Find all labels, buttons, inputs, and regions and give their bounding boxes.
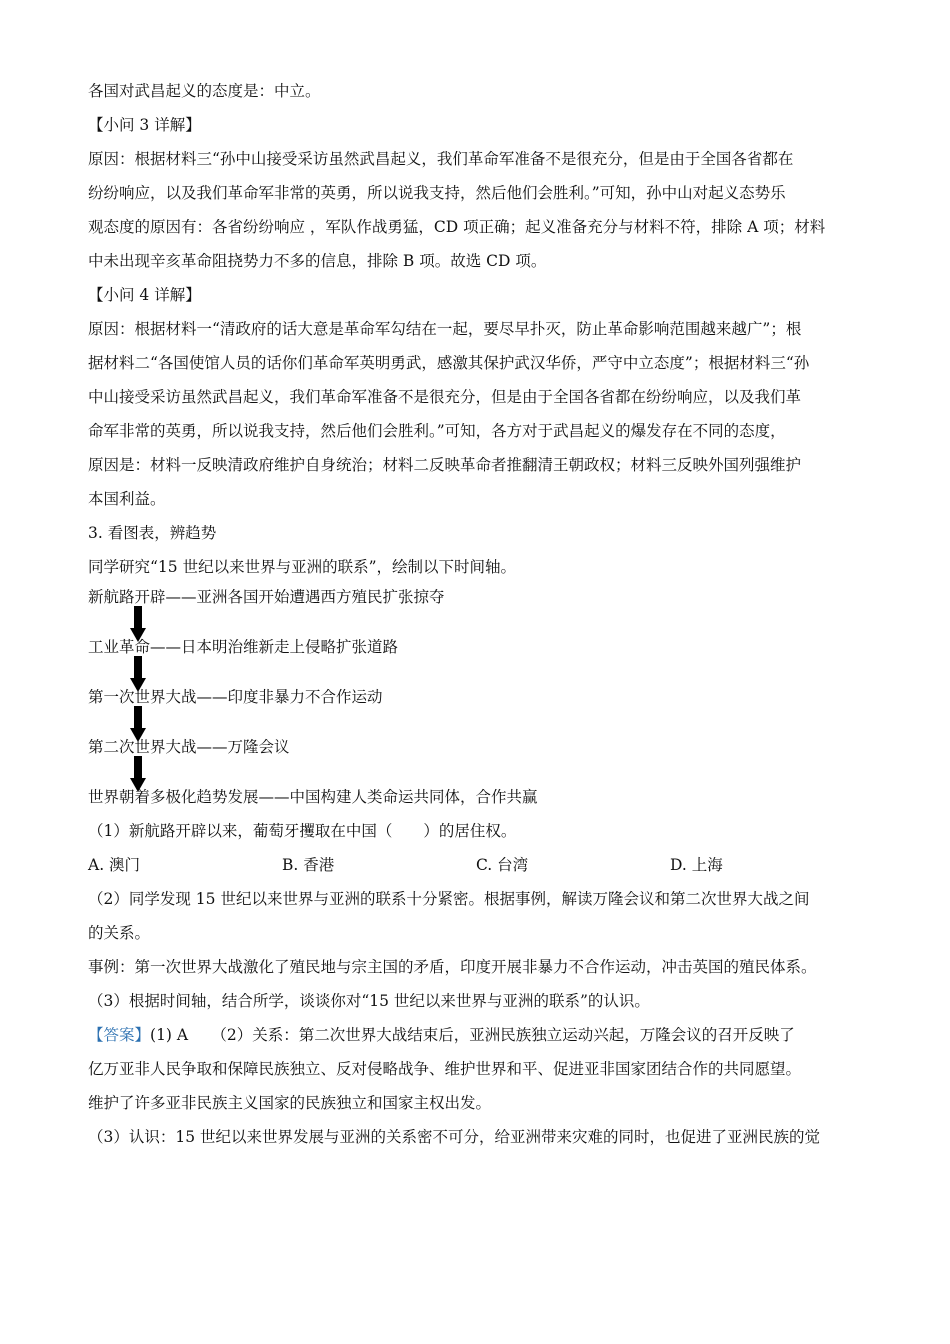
question-title: 3. 看图表，辨趋势 <box>88 524 217 542</box>
text-line: 各国对武昌起义的态度是：中立。 <box>88 82 321 100</box>
text-line: 原因：根据材料一“清政府的话大意是革命军勾结在一起，要尽早扑灭，防止革命影响范围越来越广”；根 <box>88 320 802 338</box>
text-line: 观态度的原因有：各省纷纷响应 ，军队作战勇猛，CD 项正确；起义准备充分与材料不符，排除 A 项；材料 <box>88 218 826 236</box>
text-line: 纷纷响应，以及我们革命军非常的英勇，所以说我支持，然后他们会胜利。”可知，孙中山对起义态势乐 <box>88 184 786 202</box>
question-1: （1）新航路开辟以来，葡萄牙攫取在中国（ ）的居住权。 <box>88 822 517 840</box>
timeline-item <box>88 734 878 784</box>
text-line: 中山接受采访虽然武昌起义，我们革命军准备不是很充分，但是由于全国各省都在纷纷响应，以及我们革 <box>88 388 802 406</box>
answer-line <box>88 1018 878 1052</box>
timeline-item <box>88 634 878 684</box>
answer-text: (1) A （2）关系：第二次世界大战结束后，亚洲民族独立运动兴起，万隆会议的召开反映了 <box>150 1026 795 1044</box>
question-3: （3）根据时间轴，结合所学，谈谈你对“15 世纪以来世界与亚洲的联系”的认识。 <box>88 992 650 1010</box>
text-line: 的关系。 <box>88 924 151 942</box>
timeline-label: 第一次世界大战——印度非暴力不合作运动 <box>88 688 383 706</box>
answer-line: 维护了许多亚非民族主义国家的民族独立和国家主权出发。 <box>88 1094 492 1112</box>
timeline-item <box>88 684 878 734</box>
text-line: 中未出现辛亥革命阻挠势力不多的信息，排除 B 项。故选 CD 项。 <box>88 252 547 270</box>
timeline-label: 工业革命——日本明治维新走上侵略扩张道路 <box>88 638 399 656</box>
section-heading: 【小问 4 详解】 <box>88 286 201 304</box>
option-b: B. 香港 <box>282 856 335 874</box>
text-line: 原因：根据材料三“孙中山接受采访虽然武昌起义，我们革命军准备不是很充分，但是由于全国各省都在 <box>88 150 794 168</box>
timeline-item <box>88 784 878 814</box>
answer-line: 亿万亚非人民争取和保障民族独立、反对侵略战争、维护世界和平、促进亚非国家团结合作的共同愿望。 <box>88 1060 802 1078</box>
text-line: 本国利益。 <box>88 490 166 508</box>
option-a: A. 澳门 <box>88 856 141 874</box>
option-d: D. 上海 <box>670 856 723 874</box>
text-line: 原因是：材料一反映清政府维护自身统治；材料二反映革命者推翻清王朝政权；材料三反映外国列强维护 <box>88 456 802 474</box>
answer-tag: 【答案】 <box>88 1026 151 1044</box>
text-line: 同学研究“15 世纪以来世界与亚洲的联系”，绘制以下时间轴。 <box>88 558 517 576</box>
text-line: 据材料二“各国使馆人员的话你们革命军英明勇武，感激其保护武汉华侨，严守中立态度”；根据材料三“孙 <box>88 354 810 372</box>
text-line: 命军非常的英勇，所以说我支持，然后他们会胜利。”可知，各方对于武昌起义的爆发存在不同的态度， <box>88 422 786 440</box>
answer-line: （3）认识：15 世纪以来世界发展与亚洲的关系密不可分，给亚洲带来灾难的同时，也促进了亚洲民族的觉 <box>88 1128 821 1146</box>
option-c: C. 台湾 <box>476 856 529 874</box>
options-row <box>88 848 878 882</box>
question-2: （2）同学发现 15 世纪以来世界与亚洲的联系十分紧密。根据事例，解读万隆会议和第二次世界大战之间 <box>88 890 810 908</box>
section-heading: 【小问 3 详解】 <box>88 116 201 134</box>
timeline-label: 世界朝着多极化趋势发展——中国构建人类命运共同体，合作共赢 <box>88 788 538 806</box>
timeline <box>88 584 878 814</box>
timeline-label: 新航路开辟——亚洲各国开始遭遇西方殖民扩张掠夺 <box>88 588 445 606</box>
timeline-label: 第二次世界大战——万隆会议 <box>88 738 290 756</box>
document-page <box>88 74 878 1154</box>
timeline-item <box>88 584 878 634</box>
example-text: 事例：第一次世界大战激化了殖民地与宗主国的矛盾，印度开展非暴力不合作运动，冲击英国的殖民体系。 <box>88 958 817 976</box>
